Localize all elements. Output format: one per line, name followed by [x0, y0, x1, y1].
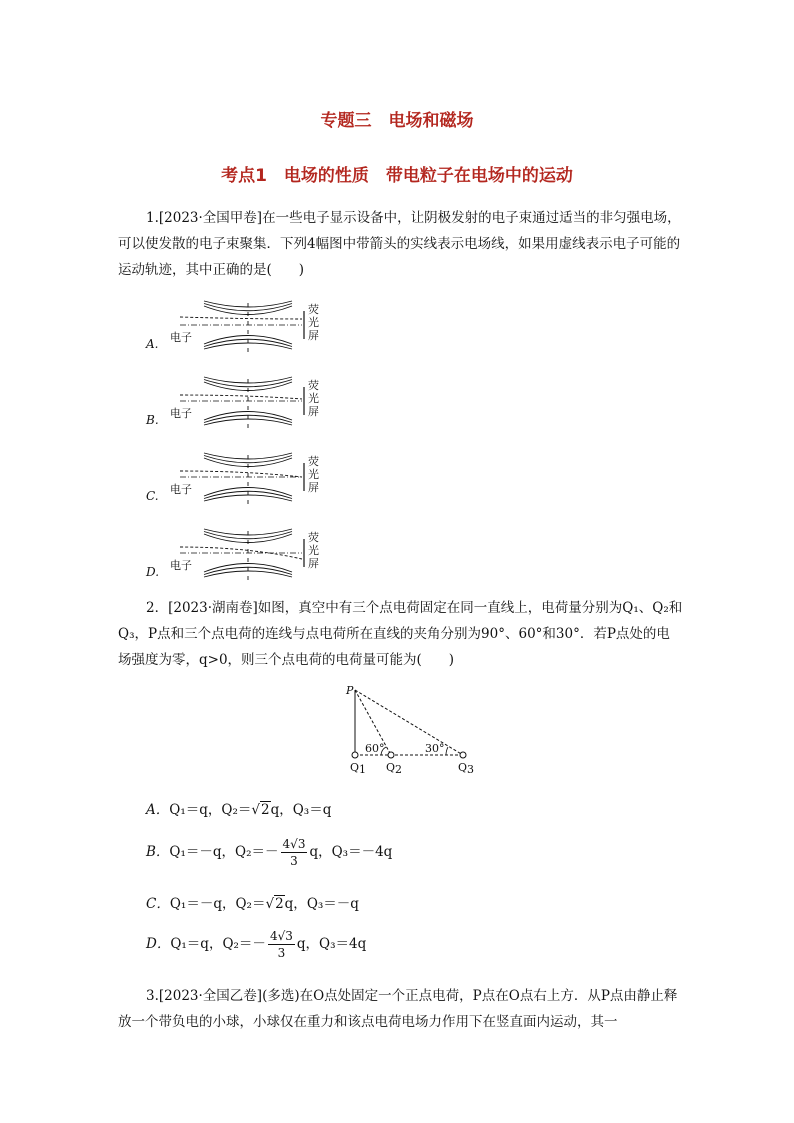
q1-field-figure-b — [166, 373, 346, 433]
screen-label: 屏 — [308, 481, 319, 494]
q2-text: [2023·湖南卷]如图，真空中有三个点电荷固定在同一直线上，电荷量分别为Q₁、Q₂和Q₃，P点和三个点电荷的连线与点电荷所在直线的夹角分别为90°、60°和30°．若P点处的电场强度为零，q>0，则三个点电荷的电荷量可能为( ) — [118, 600, 683, 668]
q1-field-figure-a — [166, 297, 346, 357]
q2-option-a[interactable]: A．Q₁＝q，Q₂＝√2q，Q₃＝q — [146, 802, 332, 818]
electron-label: 电子 — [170, 331, 192, 344]
question-2 — [118, 595, 683, 673]
screen-label: 荧 — [308, 531, 319, 544]
q2-option-b[interactable]: B．Q₁＝－q，Q₂＝－ $\frac{4√3}{3}$ q，Q₃＝－4q — [146, 837, 393, 868]
label-q3: Q — [458, 761, 468, 774]
screen-label: 光 — [308, 316, 319, 329]
screen-label: 光 — [308, 392, 319, 405]
q3-text: [2023·全国乙卷](多选)在O点处固定一个正点电荷，P点在O点右上方．从P点由静止释放一个带负电的小球，小球仅在重力和该点电荷电场力作用下在竖直面内运动，其一 — [118, 988, 678, 1030]
screen-label: 光 — [308, 544, 319, 557]
screen-label: 光 — [308, 468, 319, 481]
screen-label: 屏 — [308, 557, 319, 570]
q2-option-c[interactable]: C．Q₁＝－q，Q₂＝√2q，Q₃＝－q — [146, 896, 359, 912]
screen-label: 荧 — [308, 455, 319, 468]
electron-label: 电子 — [170, 407, 192, 420]
q1-text: [2023·全国甲卷]在一些电子显示设备中，让阴极发射的电子束通过适当的非匀强电场，可以使发散的电子束聚集．下列4幅图中带箭头的实线表示电场线，如果用虚线表示电子可能的运动轨迹，其中正确的是( ) — [118, 210, 681, 278]
screen-label: 屏 — [308, 405, 319, 418]
charge-q2 — [388, 752, 394, 758]
question-3 — [118, 983, 683, 1035]
label-q2-sub: 2 — [395, 763, 402, 776]
q1-option-b[interactable]: B. — [146, 413, 159, 427]
label-30: 30° — [425, 742, 445, 755]
q1-option-d[interactable]: D. — [146, 565, 160, 579]
label-p: P — [346, 684, 354, 697]
q2-number: 2． — [146, 600, 169, 616]
q3-number: 3. — [146, 988, 159, 1004]
label-60: 60° — [365, 742, 385, 755]
charge-q3 — [460, 752, 466, 758]
q2-charge-figure — [340, 680, 480, 776]
q1-field-figure-c — [166, 449, 346, 509]
screen-label: 荧 — [308, 303, 319, 316]
q1-field-figure-d — [166, 525, 346, 585]
charge-q1 — [352, 752, 358, 758]
electron-label: 电子 — [170, 483, 192, 496]
label-q1: Q — [350, 761, 360, 774]
electron-label: 电子 — [170, 559, 192, 572]
q1-option-c[interactable]: C. — [146, 489, 159, 503]
label-q1-sub: 1 — [359, 763, 366, 776]
q1-number: 1. — [146, 210, 159, 226]
q1-option-a[interactable]: A. — [146, 337, 159, 351]
label-q2: Q — [386, 761, 396, 774]
screen-label: 荧 — [308, 379, 319, 392]
screen-label: 屏 — [308, 329, 319, 342]
q2-option-d[interactable]: D．Q₁＝q，Q₂＝－ $\frac{4√3}{3}$ q，Q₃＝4q — [146, 929, 367, 960]
fraction: $\frac{4√3}{3}$ — [282, 837, 306, 868]
fraction: $\frac{4√3}{3}$ — [269, 929, 293, 960]
question-1 — [118, 205, 683, 283]
label-q3-sub: 3 — [467, 763, 474, 776]
topic-title: 专题三 电场和磁场 — [320, 111, 474, 131]
section-title: 考点1 电场的性质 带电粒子在电场中的运动 — [221, 166, 573, 186]
